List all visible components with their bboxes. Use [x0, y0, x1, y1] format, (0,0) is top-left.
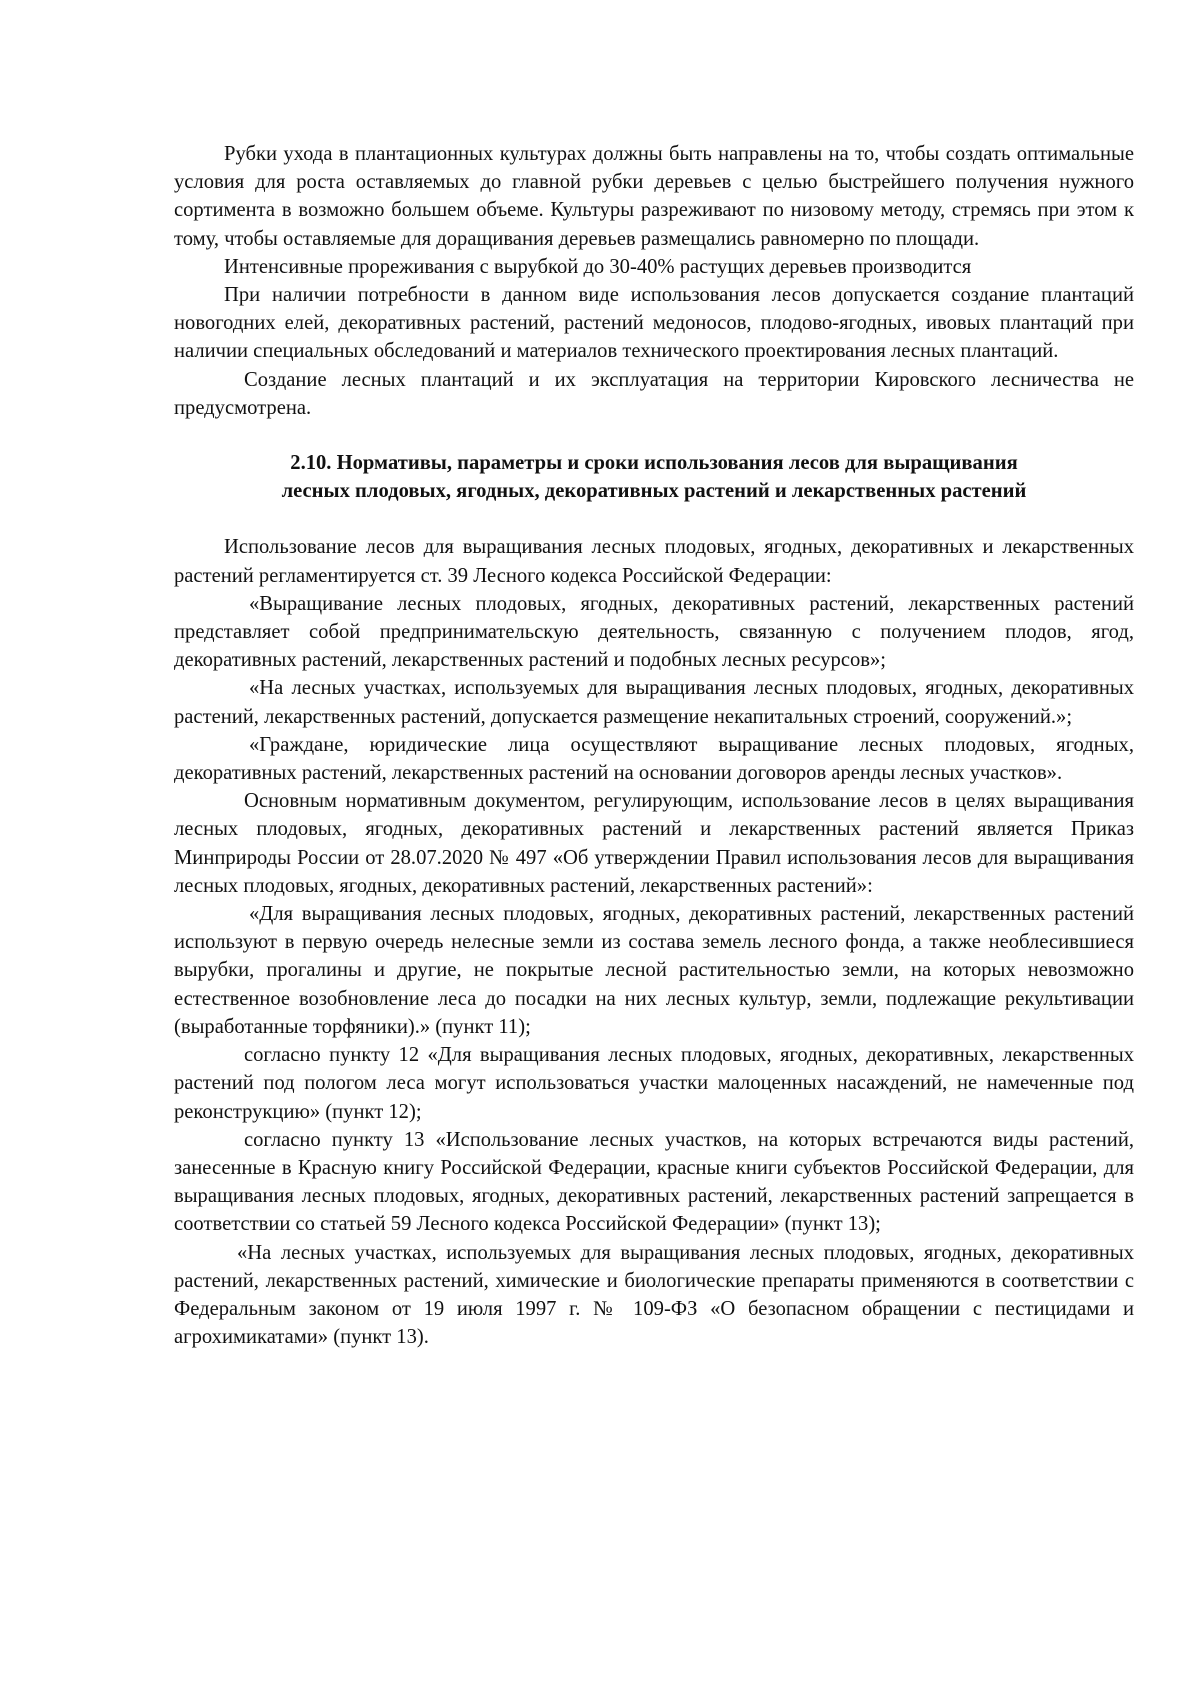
paragraph-quote-lease: «Граждане, юридические лица осуществляют выращивание лесных плодовых, ягодных, декоративных растений, лекарственных растений на основании договоров аренды лесных участков». — [174, 733, 1134, 785]
paragraph-quote-structures: «На лесных участках, используемых для выращивания лесных плодовых, ягодных, декоративных растений, лекарственных растений, допускается размещение некапитальных строений, сооружений.»; — [174, 677, 1134, 728]
paragraph-quote-cultivation: «Выращивание лесных плодовых, ягодных, декоративных растений, лекарственных растений представляет собой предпринимательскую деятельность, связанную с получением плодов, ягод, декоративных растений, лекарственных растений и подобных лесных ресурсов»; — [174, 592, 1134, 672]
section-heading-line2: лесных плодовых, ягодных, декоративных растений и лекарственных растений — [281, 480, 1027, 503]
section-heading-line1: 2.10. Нормативы, параметры и сроки использования лесов для выращивания — [290, 452, 1018, 475]
paragraph-point-13-pesticides: «На лесных участках, используемых для выращивания лесных плодовых, ягодных, декоративных растений, лекарственных растений, химические и биологические препараты применяются в соответствии с Федеральным законом от 19 июля 1997 г. № 109-ФЗ «О безопасном обращении с пестицидами и агрохимикатами» (пункт 13). — [174, 1241, 1134, 1349]
paragraph-article-39: Использование лесов для выращивания лесных плодовых, ягодных, декоративных и лекарственных растений регламентируется ст. 39 Лесного кодекса Российской Федерации: — [174, 536, 1134, 587]
section-heading — [174, 449, 1134, 505]
paragraph-point-11: «Для выращивания лесных плодовых, ягодных, декоративных растений, лекарственных растений используют в первую очередь нелесные земли из состава земель лесного фонда, а также необлесившиеся вырубки, прогалины и другие, не покрытые лесной растительностью земли, на которых невозможно естественное возобновление леса до посадки на них лесных культур, земли, подлежащие рекультивации (выработанные торфяники).» (пункт 11); — [174, 903, 1134, 1038]
paragraph-intensive-thinning: Интенсивные прореживания с вырубкой до 30-40% растущих деревьев производится — [224, 255, 972, 278]
paragraph-kirov-forestry: Создание лесных плантаций и их эксплуатация на территории Кировского лесничества не предусмотрена. — [174, 368, 1134, 419]
paragraph-point-12: согласно пункту 12 «Для выращивания лесных плодовых, ягодных, декоративных, лекарственных растений под пологом леса могут использоваться участки малоценных насаждений, не намеченные под реконструкцию» (пункт 12); — [174, 1044, 1134, 1123]
paragraph-plantation-creation: При наличии потребности в данном виде использования лесов допускается создание плантаций новогодних елей, декоративных растений, растений медоносов, плодово-ягодных, ивовых плантаций при наличии специальных обследований и материалов технического проектирования лесных плантаций. — [174, 284, 1134, 363]
paragraph-point-13-red-book: согласно пункту 13 «Использование лесных участков, на которых встречаются виды растений, занесенные в Красную книгу Российской Федерации, красные книги субъектов Российской Федерации, для выращивания лесных плодовых, ягодных, декоративных растений, лекарственных растений запрещается в соответствии со статьей 59 Лесного кодекса Российской Федерации» (пункт 13); — [174, 1128, 1134, 1236]
paragraph-thinning-care: Рубки ухода в плантационных культурах должны быть направлены на то, чтобы создать оптимальные условия для роста оставляемых до главной рубки деревьев с целью быстрейшего получения нужного сортимента в возможно большем объеме. Культуры разреживают по низовому методу, стремясь при этом к тому, чтобы оставляемые для доращивания деревьев размещались равномерно по площади. — [174, 143, 1134, 250]
document-page — [174, 140, 1134, 1351]
paragraph-order-497: Основным нормативным документом, регулирующим, использование лесов в целях выращивания лесных плодовых, ягодных, декоративных растений и лекарственных растений является Приказ Минприроды России от 28.07.2020 № 497 «Об утверждении Правил использования лесов для выращивания лесных плодовых, ягодных, декоративных растений, лекарственных растений»: — [174, 790, 1134, 897]
